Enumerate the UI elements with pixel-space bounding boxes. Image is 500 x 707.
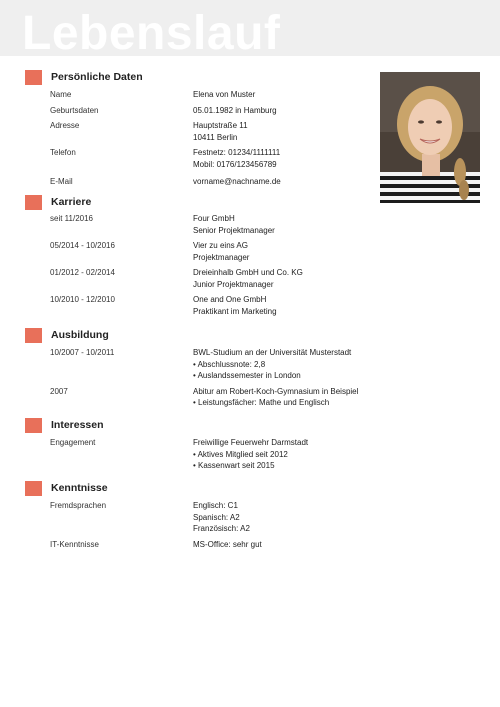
section-personal-data xyxy=(25,70,385,188)
section-interests xyxy=(25,418,385,472)
skill-entry: Fremdsprachen Englisch: C1 Spanisch: A2 Französisch: A2 xyxy=(50,501,250,533)
section-header xyxy=(25,328,385,346)
education-entry: 10/2007 - 10/2011 BWL-Studium an der Universität Musterstadt • Abschlussnote: 2,8 • Auslandssemester in London xyxy=(50,348,352,380)
section-header xyxy=(25,418,385,436)
section-header xyxy=(25,481,385,499)
career-entry: seit 11/2016 Four GmbH Senior Projektmanager xyxy=(50,214,275,235)
skill-entry: IT-Kenntnisse MS-Office: sehr gut xyxy=(50,539,262,549)
row-birth-date: Geburtsdaten 05.01.1982 in Hamburg xyxy=(50,105,277,115)
section-education xyxy=(25,328,385,409)
row-phone: Telefon Festnetz: 01234/1111111 Mobil: 0176/123456789 xyxy=(50,148,281,169)
section-title: Kenntnisse xyxy=(51,482,108,494)
section-marker xyxy=(25,195,42,210)
section-career xyxy=(25,195,385,317)
education-entry: 2007 Abitur am Robert-Koch-Gymnasium in Beispiel • Leistungsfächer: Mathe und Englisch xyxy=(50,386,359,407)
section-header xyxy=(25,195,385,213)
section-marker xyxy=(25,418,42,433)
career-entry: 01/2012 - 02/2014 Dreieinhalb GmbH und Co. KG Junior Projektmanager xyxy=(50,268,303,289)
section-marker xyxy=(25,481,42,496)
page-title: Lebenslauf xyxy=(22,7,281,56)
row-address: Adresse Hauptstraße 11 10411 Berlin xyxy=(50,121,248,142)
section-marker xyxy=(25,70,42,85)
portrait-image xyxy=(380,72,480,203)
row-name: Name Elena von Muster xyxy=(50,90,256,99)
career-entry: 10/2010 - 12/2010 One and One GmbH Praktikant im Marketing xyxy=(50,295,277,316)
profile-photo xyxy=(380,72,480,203)
interest-entry: Engagement Freiwillige Feuerwehr Darmstadt • Aktives Mitglied seit 2012 • Kassenwart seit 2015 xyxy=(50,438,309,470)
section-header xyxy=(25,70,385,88)
header-band xyxy=(0,0,500,56)
section-title: Ausbildung xyxy=(51,329,109,341)
section-skills xyxy=(25,481,385,550)
row-email: E-Mail vorname@nachname.de xyxy=(50,177,281,186)
section-title: Karriere xyxy=(51,196,92,208)
section-title: Persönliche Daten xyxy=(51,71,143,83)
section-title: Interessen xyxy=(51,419,104,431)
section-marker xyxy=(25,328,42,343)
career-entry: 05/2014 - 10/2016 Vier zu eins AG Projektmanager xyxy=(50,241,250,262)
